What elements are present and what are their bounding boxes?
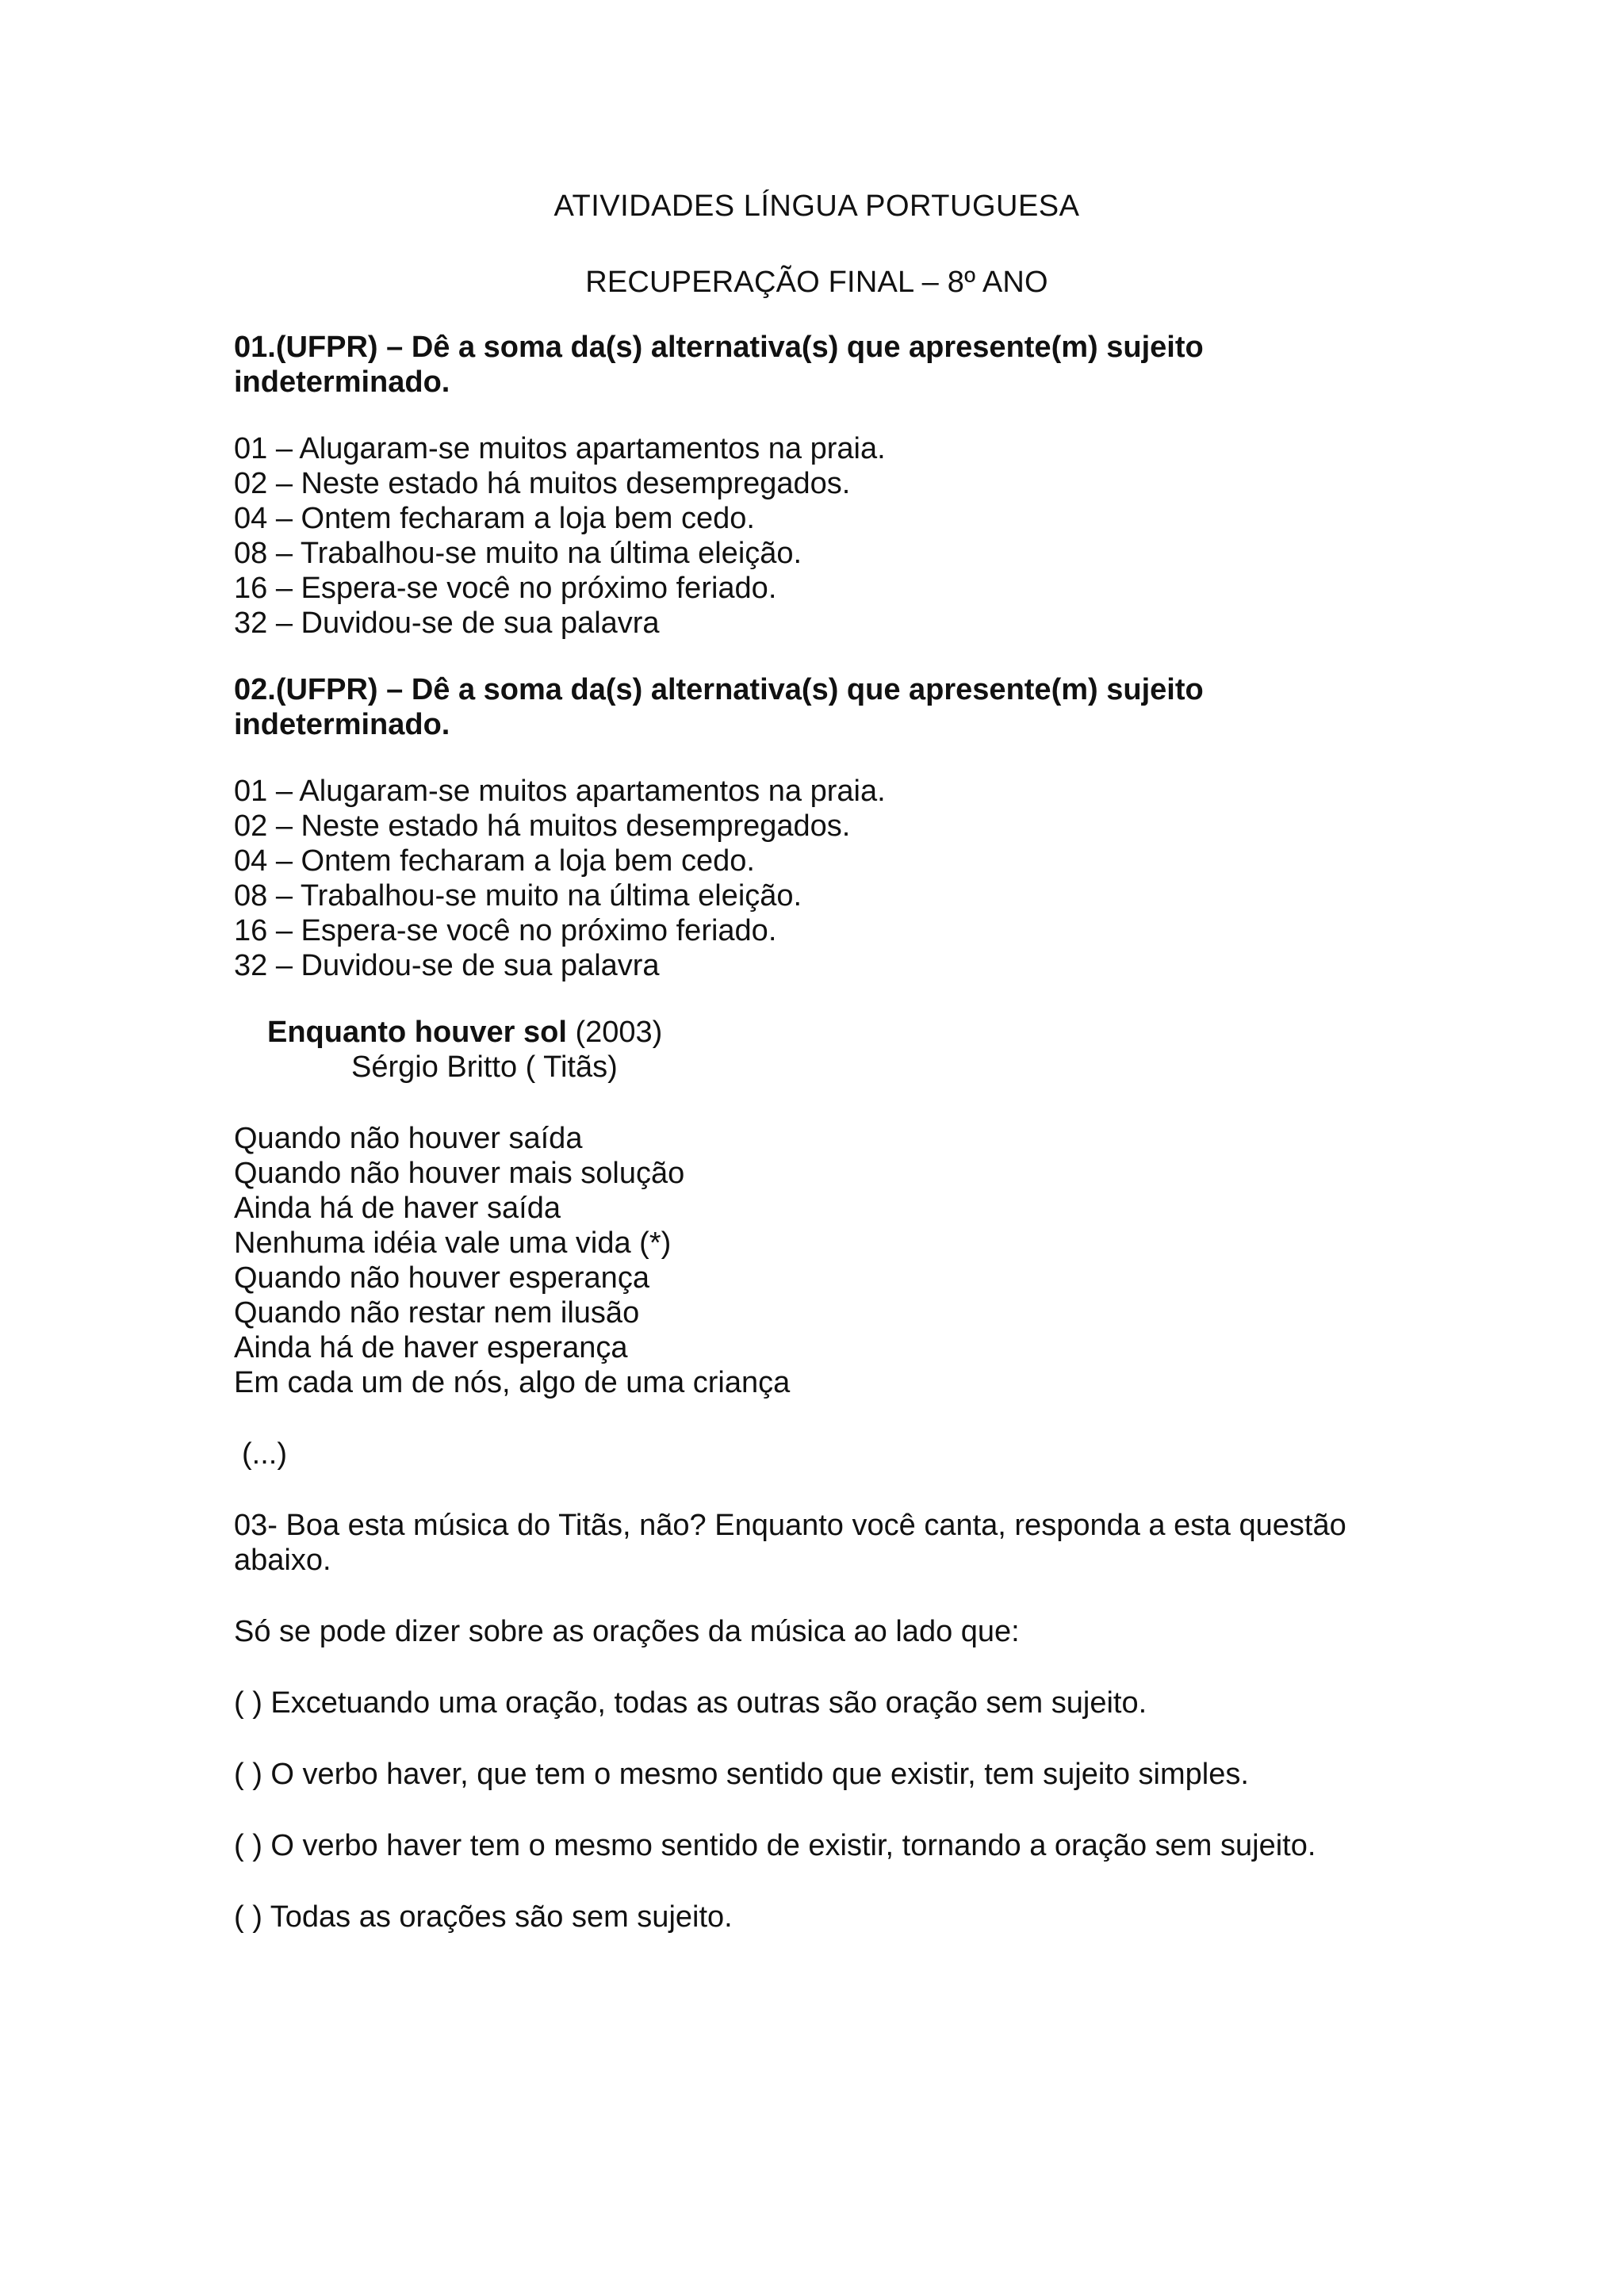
song-author: Sérgio Britto ( Titãs) [351,1050,618,1084]
song-verses [234,1121,1400,1400]
question-2 [234,672,1400,983]
verse-line: Em cada um de nós, algo de uma criança [234,1366,791,1399]
alternative-item: 08 – Trabalhou-se muito na última eleição. [234,537,802,570]
verse-line: Quando não restar nem ilusão [234,1296,640,1330]
verse-line: Ainda há de haver saída [234,1192,561,1225]
option-item: ( ) Todas as orações são sem sujeito. [234,1900,733,1934]
alternative-item: 01 – Alugaram-se muitos apartamentos na praia. [234,432,886,465]
verse-line: Ainda há de haver esperança [234,1331,628,1364]
song-title-line [267,1015,1400,1050]
question-1-prompt-line2: indeterminado. [234,365,450,399]
alternative-item: 16 – Espera-se você no próximo feriado. [234,914,777,947]
verse-line: Nenhuma idéia vale uma vida (*) [234,1226,672,1260]
option-item: ( ) Excetuando uma oração, todas as outras são oração sem sujeito. [234,1686,1147,1720]
question-1-prompt-line1: 01.(UFPR) – Dê a soma da(s) alternativa(s) que apresente(m) sujeito [234,331,1204,364]
question-1-alternatives [234,431,1400,641]
document-title: ATIVIDADES LÍNGUA PORTUGUESA [553,189,1080,223]
song-title: Enquanto houver sol [267,1016,567,1049]
song-ellipsis: (...) [242,1437,287,1471]
option-item: ( ) O verbo haver tem o mesmo sentido de existir, tornando a oração sem sujeito. [234,1829,1316,1862]
document-content [234,189,1400,1934]
question-3-prompt-line1: 03- Boa esta música do Titãs, não? Enquanto você canta, responda a esta questão [234,1509,1346,1542]
alternative-item: 04 – Ontem fecharam a loja bem cedo. [234,844,755,878]
alternative-item: 32 – Duvidou-se de sua palavra [234,949,660,982]
question-2-alternatives [234,774,1400,983]
alternative-item: 32 – Duvidou-se de sua palavra [234,607,660,640]
question-3-prompt-line2: abaixo. [234,1544,331,1577]
question-3 [234,1508,1400,1934]
question-2-prompt-line1: 02.(UFPR) – Dê a soma da(s) alternativa(s) que apresente(m) sujeito [234,673,1204,706]
document-subtitle: RECUPERAÇÃO FINAL – 8º ANO [585,266,1048,299]
option-item: ( ) O verbo haver, que tem o mesmo sentido que existir, tem sujeito simples. [234,1758,1249,1791]
alternative-item: 02 – Neste estado há muitos desempregados. [234,467,851,500]
alternative-item: 04 – Ontem fecharam a loja bem cedo. [234,502,755,535]
alternative-item: 16 – Espera-se você no próximo feriado. [234,572,777,605]
question-1 [234,330,1400,641]
question-2-prompt-line2: indeterminado. [234,708,450,741]
alternative-item: 01 – Alugaram-se muitos apartamentos na praia. [234,775,886,808]
verse-line: Quando não houver esperança [234,1261,649,1295]
verse-line: Quando não houver saída [234,1122,583,1155]
song-block [234,1015,1400,1471]
alternative-item: 02 – Neste estado há muitos desempregados. [234,809,851,843]
question-3-statement: Só se pode dizer sobre as orações da música ao lado que: [234,1615,1020,1648]
verse-line: Quando não houver mais solução [234,1157,685,1190]
alternative-item: 08 – Trabalhou-se muito na última eleição. [234,879,802,913]
song-year: (2003) [566,1016,663,1049]
